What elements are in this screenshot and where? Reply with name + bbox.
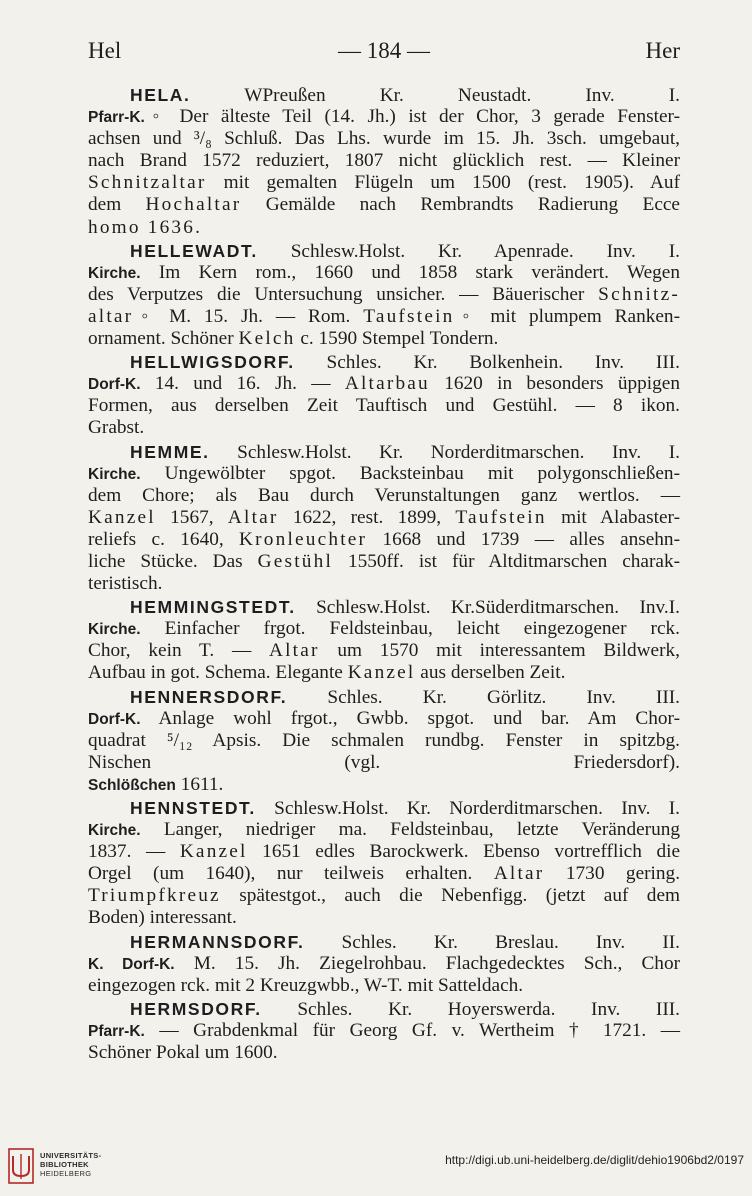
- entry-text-line: [88, 662, 680, 684]
- entry-heading-line: [88, 931, 680, 953]
- text-run: Einfacher frgot. Feldsteinbau, leicht eingezogener rck.: [140, 618, 680, 640]
- text-run: 1611.: [175, 773, 224, 795]
- entry-text-line: [88, 907, 680, 929]
- dictionary-entry: [88, 596, 680, 684]
- text-run: Boden) interessant.: [88, 907, 237, 929]
- building-label: Kirche.: [88, 465, 141, 483]
- artwork-term: Kelch: [238, 328, 296, 350]
- entry-heading-line: [88, 84, 680, 106]
- text-run: Gemälde nach Rembrandts Radierung Ecce: [241, 194, 680, 216]
- text-run: 1567,: [155, 506, 228, 528]
- running-head: [88, 38, 680, 68]
- entry-text-line: [88, 284, 680, 306]
- text-run: 1730 gering.: [544, 863, 681, 885]
- text-run: Schles. Kr. Breslau. Inv. II.: [304, 931, 680, 953]
- artwork-term: Altar: [227, 506, 279, 528]
- text-run: 1550ff. ist für Altditmarschen charak-: [333, 550, 681, 572]
- artwork-term: altar: [88, 305, 134, 327]
- text-run: mit gemalten Flügeln um 1500 (rest. 1905). Auf: [206, 172, 680, 194]
- text-run: — Grabdenkmal für Georg Gf. v. Wertheim † 1721. —: [144, 1019, 680, 1041]
- text-run: Grabst.: [88, 417, 145, 439]
- place-name: HELLWIGSDORF.: [130, 352, 295, 373]
- page-footer: [0, 1140, 752, 1196]
- running-head-right: Her: [645, 38, 680, 63]
- artwork-term: Kronleuchter: [239, 528, 368, 550]
- text-run: Schles. Kr. Bolkenhein. Inv. III.: [294, 352, 680, 374]
- text-run: spätestgot., auch die Nebenfigg. (jetzt auf dem: [220, 885, 680, 907]
- entry-text-line: [88, 1020, 680, 1042]
- text-run: Formen, aus derselben Zeit Tauftisch und Gestühl. — 8 ikon.: [88, 395, 680, 417]
- text-run: Schlesw.Holst. Kr. Norderditmarschen. Inv. I.: [255, 798, 680, 819]
- text-run: mit Alabaster-: [546, 506, 680, 528]
- entry-text-line: [88, 774, 680, 796]
- text-run: Chor, kein T. —: [88, 640, 269, 662]
- entry-text-line: [88, 708, 680, 730]
- place-name: HELLEWADT.: [130, 240, 258, 261]
- text-run: um 1570 mit interessantem Bildwerk,: [319, 640, 680, 662]
- place-name: HEMME.: [130, 441, 210, 462]
- artwork-term: Taufstein: [455, 506, 547, 528]
- text-run: reliefs c. 1640,: [88, 528, 240, 550]
- building-label: Schlößchen: [88, 776, 176, 794]
- entry-text-line: [88, 485, 680, 507]
- artwork-term: Schnitzaltar: [88, 172, 207, 194]
- dictionary-entry: [88, 998, 680, 1064]
- entry-text-line: [88, 150, 680, 172]
- text-run: nach Brand 1572 reduziert, 1807 nicht glücklich rest. — Kleiner: [88, 150, 680, 172]
- text-run: 1620 in besonders üppigen: [429, 373, 680, 395]
- building-label: Kirche.: [88, 264, 141, 282]
- text-run: aus derselben Zeit.: [415, 662, 566, 684]
- text-run: Anlage wohl frgot., Gwbb. spgot. und bar. Am Chor-: [140, 707, 680, 729]
- dictionary-entries: [88, 84, 680, 1064]
- artwork-term: Kanzel: [347, 662, 416, 684]
- place-name: HEMMINGSTEDT.: [130, 597, 296, 618]
- text-run: Ungewölbter spgot. Backsteinbau mit polygonschließen-: [140, 462, 680, 484]
- artwork-term: Kanzel: [179, 841, 248, 863]
- entry-text-line: [88, 262, 680, 284]
- artwork-term: Kanzel: [88, 506, 156, 528]
- text-run: 1837. —: [88, 841, 180, 863]
- dictionary-entry: [88, 240, 680, 350]
- text-run: Langer, niedriger ma. Feldsteinbau, letzte Veränderung: [140, 819, 680, 841]
- library-name-line: HEIDELBERG: [40, 1169, 92, 1178]
- entry-text-line: [88, 507, 680, 529]
- entry-text-line: [88, 373, 680, 395]
- text-run: liche Stücke. Das: [88, 550, 258, 572]
- dictionary-entry: [88, 441, 680, 596]
- dictionary-entry: [88, 686, 680, 796]
- artwork-term: Triumpfkreuz: [88, 885, 221, 907]
- entry-text-line: [88, 1042, 680, 1064]
- artwork-term: homo 1636.: [88, 216, 203, 238]
- text-run: Schlesw.Holst. Kr. Apenrade. Inv. I.: [257, 240, 680, 262]
- entry-text-line: [88, 819, 680, 841]
- text-run: ornament. Schöner: [88, 328, 239, 350]
- artwork-term: Altar: [493, 863, 545, 885]
- entry-text-line: [88, 551, 680, 573]
- building-label: Dorf-K.: [88, 710, 141, 728]
- entry-text-line: [88, 128, 680, 150]
- entry-heading-line: [88, 596, 680, 618]
- entry-text-line: [88, 953, 680, 975]
- text-run: 1668 und 1739 — alles ansehn-: [367, 528, 680, 550]
- text-run: ◦ mit plumpem Ranken-: [454, 305, 680, 327]
- entry-text-line: [88, 841, 680, 863]
- entry-text-line: [88, 194, 680, 216]
- entry-heading-line: [88, 240, 680, 262]
- entry-text-line: [88, 106, 680, 128]
- entry-text-line: [88, 885, 680, 907]
- text-run: ◦ M. 15. Jh. — Rom.: [133, 305, 364, 327]
- text-run: dem Chore; als Bau durch Verunstaltungen ganz wertlos. —: [88, 484, 680, 506]
- dictionary-entry: [88, 351, 680, 439]
- text-run: Schles. Kr. Görlitz. Inv. III.: [287, 686, 680, 708]
- text-run: eingezogen rck. mit 2 Kreuzgwbb., W-T. mit Satteldach.: [88, 974, 524, 996]
- entry-heading-line: [88, 797, 680, 819]
- entry-text-line: [88, 328, 680, 350]
- building-label: Kirche.: [88, 822, 141, 840]
- entry-text-line: [88, 172, 680, 194]
- building-label: Pfarr-K.: [88, 1022, 145, 1040]
- text-run: Schöner Pokal um 1600.: [88, 1042, 278, 1064]
- artwork-term: Gestühl: [257, 550, 334, 572]
- place-name: HERMANNSDORF.: [130, 931, 305, 952]
- text-run: Orgel (um 1640), nur teilweis erhalten.: [88, 863, 494, 885]
- place-name: HENNSTEDT.: [130, 798, 256, 818]
- artwork-term: Taufstein: [363, 305, 455, 327]
- text-run: c. 1590 Stempel Tondern.: [295, 328, 499, 350]
- text-run: Schlesw.Holst. Kr.Süderditmarschen. Inv.I.: [295, 597, 680, 619]
- entry-heading-line: [88, 351, 680, 373]
- building-label: Kirche.: [88, 621, 141, 639]
- text-run: Schlesw.Holst. Kr. Norderditmarschen. Inv. I.: [209, 441, 680, 463]
- building-label: K. Dorf-K.: [88, 955, 175, 973]
- text-run: 1622, rest. 1899,: [278, 506, 456, 528]
- entry-text-line: [88, 863, 680, 885]
- text-run: Nischen (vgl. Friedersdorf).: [88, 751, 680, 773]
- text-run: M. 15. Jh. Ziegelrohbau. Flachgedecktes Sch., Chor: [174, 952, 681, 974]
- text-run: Im Kern rom., 1660 und 1858 stark verändert. Wegen: [140, 261, 680, 283]
- place-name: HERMSDORF.: [130, 998, 262, 1019]
- library-name-line: UNIVERSITÄTS-: [40, 1151, 102, 1160]
- library-name: [40, 1151, 101, 1178]
- text-run: teristisch.: [88, 573, 163, 595]
- entry-text-line: [88, 306, 680, 328]
- text-run: 14. und 16. Jh. —: [140, 373, 345, 395]
- text-run: 1651 edles Barockwerk. Ebenso vortrefflich die: [247, 841, 681, 863]
- place-name: HENNERSDORF.: [130, 686, 288, 707]
- entry-heading-line: [88, 998, 680, 1020]
- place-name: HELA.: [130, 85, 191, 105]
- text-run: achsen und ³/₈ Schluß. Das Lhs. wurde im 15. Jh. 3sch. umgebaut,: [88, 128, 680, 150]
- entry-text-line: [88, 463, 680, 485]
- artwork-term: Hochaltar: [145, 194, 242, 216]
- building-label: Dorf-K.: [88, 376, 141, 394]
- entry-text-line: [88, 217, 680, 239]
- entry-text-line: [88, 752, 680, 774]
- text-run: Schles. Kr. Hoyerswerda. Inv. III.: [261, 998, 680, 1020]
- entry-text-line: [88, 975, 680, 997]
- entry-text-line: [88, 573, 680, 595]
- dictionary-entry: [88, 797, 680, 930]
- artwork-term: Altarbau: [344, 373, 430, 395]
- dictionary-entry: [88, 931, 680, 997]
- source-url-link[interactable]: http://digi.ub.uni-heidelberg.de/diglit/dehio1906bd2/0197: [445, 1153, 744, 1167]
- entry-text-line: [88, 417, 680, 439]
- text-run: des Verputzes die Untersuchung unsicher. — Bäuerischer: [88, 283, 599, 305]
- university-library-logo-icon: [8, 1148, 34, 1184]
- building-label: Pfarr-K.: [88, 109, 145, 127]
- page-number: — 184 —: [338, 38, 430, 63]
- entry-text-line: [88, 730, 680, 752]
- dictionary-entry: [88, 84, 680, 239]
- entry-heading-line: [88, 686, 680, 708]
- text-run: ◦ Der älteste Teil (14. Jh.) ist der Chor, 3 gerade Fenster-: [144, 106, 680, 128]
- text-run: dem: [88, 194, 146, 216]
- text-run: quadrat ⁵/₁₂ Apsis. Die schmalen rundbg. Fenster in spitzbg.: [88, 729, 680, 751]
- entry-text-line: [88, 618, 680, 640]
- entry-text-line: [88, 529, 680, 551]
- entry-heading-line: [88, 441, 680, 463]
- entry-text-line: [88, 395, 680, 417]
- artwork-term: Schnitz-: [598, 283, 680, 305]
- library-name-line: BIBLIOTHEK: [40, 1160, 89, 1169]
- text-run: WPreußen Kr. Neustadt. Inv. I.: [190, 85, 680, 106]
- text-run: Aufbau in got. Schema. Elegante: [88, 662, 348, 684]
- entry-text-line: [88, 640, 680, 662]
- running-head-left: Hel: [88, 38, 122, 63]
- artwork-term: Altar: [269, 640, 320, 662]
